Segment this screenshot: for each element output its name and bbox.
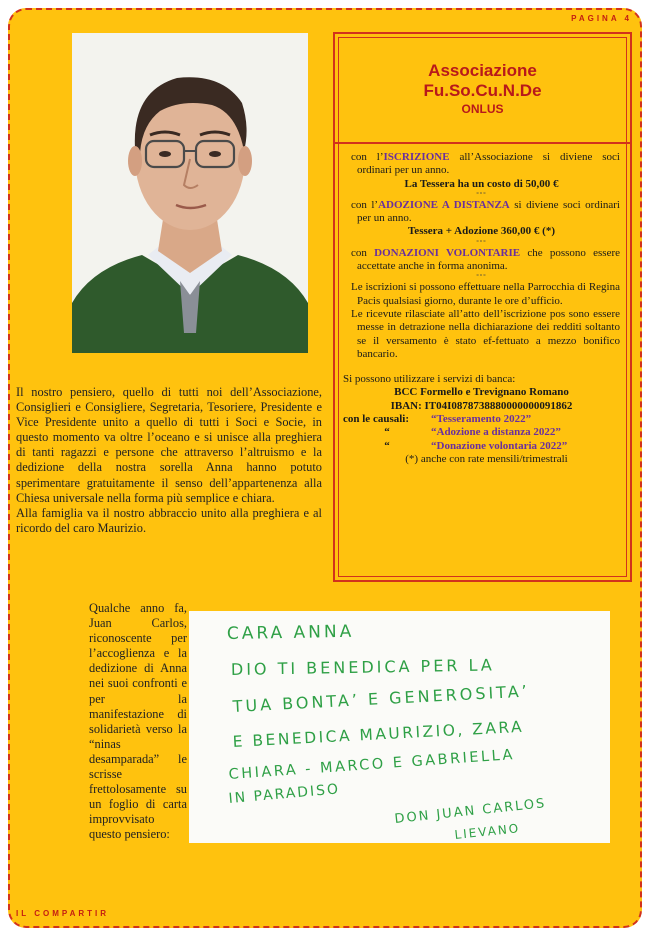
bank-iban: IBAN: IT04I0878738880000000091862 bbox=[390, 399, 573, 412]
adozione-cost: Tessera + Adozione 360,00 € (*) bbox=[407, 225, 556, 238]
note-line: TUA BONTA’ E GENEROSITA’ bbox=[232, 681, 531, 716]
info-ricevute: Le ricevute rilasciate all’atto dell’iscrizione pos sono essere messe in detrazione nella dichiarazione dei redditi soltanto se il versamento è stato ef-fettuato a mezzo bonifico bancario. bbox=[351, 307, 620, 360]
association-title: Associazione bbox=[428, 61, 537, 80]
note-line: IN PARADISO bbox=[227, 781, 341, 807]
association-name: Fu.So.Cu.N.De bbox=[423, 81, 542, 100]
causale-tesseramento: “Tesseramento 2022” bbox=[431, 413, 532, 426]
note-line: DIO TI BENEDICA PER LA bbox=[230, 655, 495, 679]
association-onlus: ONLUS bbox=[461, 102, 504, 116]
bank-intro: Si possono utilizzare i servizi di banca: bbox=[343, 373, 516, 386]
info-iscrizioni: Le iscrizioni si possono effettuare nella Parrocchia di Regina Pacis qualsiasi giorno, durante le ore d’ufficio. bbox=[351, 281, 620, 307]
footer-label: IL COMPARTIR bbox=[16, 909, 110, 918]
ditto-mark: “ bbox=[384, 426, 390, 439]
note-signature: DON JUAN CARLOS bbox=[393, 796, 548, 827]
association-body bbox=[335, 144, 630, 466]
note-line: E BENEDICA MAURIZIO, ZARA bbox=[232, 717, 525, 751]
separator: °°° bbox=[476, 191, 487, 198]
causale-adozione: “Adozione a distanza 2022” bbox=[431, 426, 561, 439]
note-line: CHIARA - MARCO E GABRIELLA bbox=[228, 747, 516, 783]
causale-donazione: “Donazione volontaria 2022” bbox=[431, 439, 568, 452]
separator: °°° bbox=[476, 274, 487, 281]
adozione-text: con l’ADOZIONE A DISTANZA si diviene soci ordinari per un anno. bbox=[351, 198, 620, 225]
iscrizione-cost: La Tessera ha un costo di 50,00 € bbox=[404, 177, 559, 190]
causali-label: con le causali: bbox=[343, 413, 409, 426]
ditto-mark: “ bbox=[384, 439, 390, 452]
story-text: Qualche anno fa, Juan Carlos, riconoscente per l’accoglienza e la dedizione di Anna nei suoi confronti e per la manifestazione di solidarietà verso la “ninas desamparada” le scrisse frettolosamente su un foglio di carta improvvisato questo pensiero: bbox=[89, 601, 187, 842]
thought-paragraph: Il nostro pensiero, quello di tutti noi dell’Associazione, Consiglieri e Consigliere, Segretaria, Tesoriere, Presidente e Vice Presidente unito a quello di tutti i Soci e Socie, in questo momento va oltre l’oceano e si unisce alla preghiera di tanti ragazzi e persone che attraverso l’altruismo e la dedizione della nostra sorella Anna hanno potuto sperimentare gratuitamente il senso dell’appartenenza alla Chiesa universale nella forma più semplice e chiara. bbox=[16, 385, 322, 505]
portrait-photo bbox=[72, 33, 308, 353]
installments-note: (*) anche con rate mensili/trimestrali bbox=[405, 452, 568, 465]
association-info-box bbox=[333, 32, 632, 582]
separator: °°° bbox=[476, 239, 487, 246]
bank-name: BCC Formello e Trevignano Romano bbox=[394, 386, 569, 399]
page-number: PAGINA 4 bbox=[571, 14, 632, 23]
note-signature: LIEVANO bbox=[453, 821, 521, 842]
thought-paragraph: Alla famiglia va il nostro abbraccio unito alla preghiera e al ricordo del caro Maurizio. bbox=[16, 505, 322, 535]
thought-article bbox=[16, 385, 322, 536]
causale-row bbox=[343, 440, 620, 453]
causale-row bbox=[343, 413, 620, 426]
donazioni-text: con DONAZIONI VOLONTARIE che possono essere accettate anche in forma anonima. bbox=[351, 246, 620, 273]
note-line: CARA ANNA bbox=[226, 621, 355, 644]
handwritten-note bbox=[189, 611, 610, 843]
association-header bbox=[335, 34, 630, 144]
causale-row bbox=[343, 426, 620, 439]
iscrizione-text: con l’ISCRIZIONE all’Associazione si diviene soci ordinari per un anno. bbox=[351, 151, 620, 177]
